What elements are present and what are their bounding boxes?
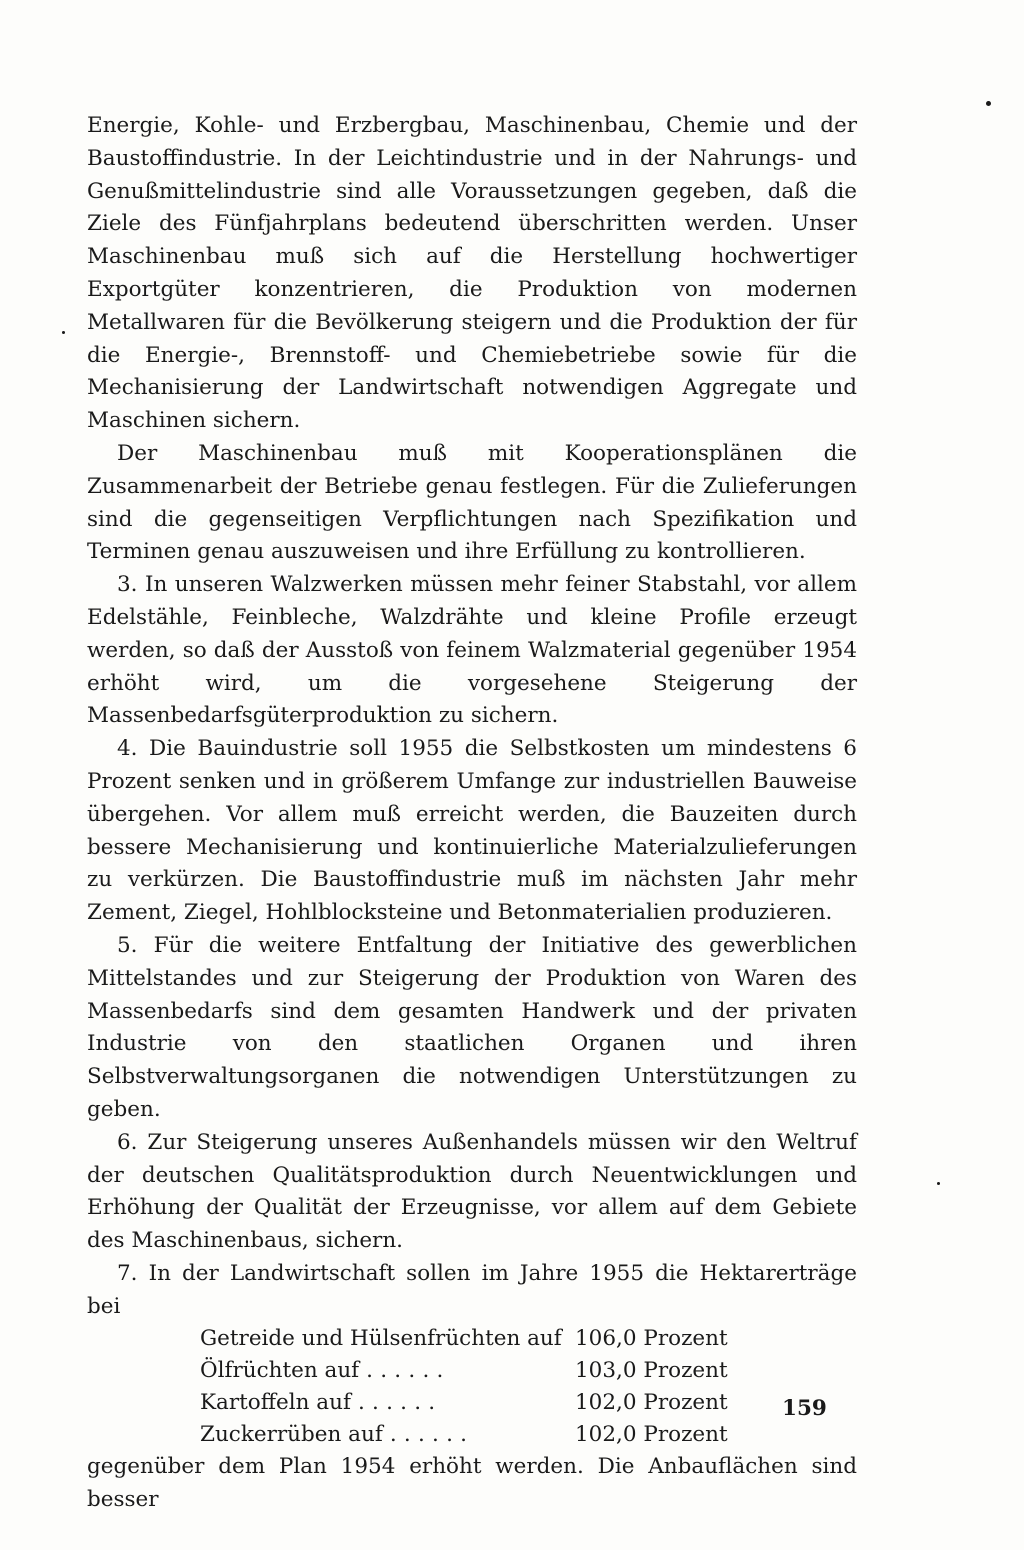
closing-line: gegenüber dem Plan 1954 erhöht werden. Die Anbauflächen sind besser — [87, 1454, 857, 1513]
print-speck — [937, 1182, 940, 1185]
yield-table — [200, 1323, 728, 1451]
dot-leader: . . . . . . — [359, 1358, 444, 1384]
dot-leader: . . . . . . — [350, 1390, 436, 1416]
yield-row — [200, 1355, 728, 1387]
yield-value: 102,0 Prozent — [575, 1422, 728, 1448]
yield-crop: Zuckerrüben auf — [200, 1422, 383, 1448]
yield-crop-cell — [200, 1419, 575, 1451]
body-text — [87, 110, 857, 1517]
print-speck — [62, 331, 65, 334]
paragraph: Der Maschinenbau muß mit Kooperationsplänen die Zusammenarbeit der Betriebe genau festlegen. Für die Zulieferungen sind die gegenseitigen Verpflichtungen nach Spezifikation und Terminen genau auszuweisen und ihre Erfüllung zu kontrollieren. — [87, 440, 857, 565]
paragraph-item-7: 7. In der Landwirtschaft sollen im Jahre 1955 die Hektarerträge bei — [87, 1260, 857, 1319]
yield-row — [200, 1323, 728, 1355]
yield-crop: Ölfrüchten auf — [200, 1358, 360, 1384]
print-speck — [986, 101, 991, 106]
yield-crop-cell — [200, 1387, 575, 1419]
paragraph-item-3: 3. In unseren Walzwerken müssen mehr feiner Stabstahl, vor allem Edelstähle, Feinbleche, Walzdrähte und kleine Profile erzeugt werden, so daß der Ausstoß von feinem Walzmaterial gegenüber 1954 erhöht wird, um die vorgesehene Steigerung der Massenbedarfsgüterproduktion zu sichern. — [87, 572, 857, 729]
yield-value: 106,0 Prozent — [575, 1326, 728, 1352]
yield-row — [200, 1387, 728, 1419]
yield-row — [200, 1419, 728, 1451]
yield-value: 102,0 Prozent — [575, 1390, 728, 1416]
yield-crop: Kartoffeln auf — [200, 1390, 351, 1416]
paragraph: Energie, Kohle- und Erzbergbau, Maschinenbau, Chemie und der Baustoffindustrie. In der Leichtindustrie und in der Nahrungs- und Genußmittelindustrie sind alle Voraussetzungen gegeben, daß die Ziele des Fünfjahrplans bedeutend überschritten werden. Unser Maschinenbau muß sich auf die Herstellung hochwertiger Exportgüter konzentrieren, die Produktion von modernen Metallwaren für die Bevölkerung steigern und die Produktion der für die Energie-, Brennstoff- und Chemiebetriebe sowie für die Mechanisierung der Landwirtschaft notwendigen Aggregate und Maschinen sichern. — [87, 113, 857, 434]
paragraph-item-6: 6. Zur Steigerung unseres Außenhandels müssen wir den Weltruf der deutschen Qualitätsproduktion durch Neuentwicklungen und Erhöhung der Qualität der Erzeugnisse, vor allem auf dem Gebiete des Maschinenbaus, sichern. — [87, 1129, 857, 1254]
yield-crop: Getreide und Hülsenfrüchten auf — [200, 1326, 562, 1352]
dot-leader: . . . . . . — [382, 1422, 468, 1448]
page-number: 159 — [782, 1396, 827, 1421]
paragraph-item-5: 5. Für die weitere Entfaltung der Initiative des gewerblichen Mittelstandes und zur Steigerung der Produktion von Waren des Massenbedarfs sind dem gesamten Handwerk und der privaten Industrie von den staatlichen Organen und ihren Selbstverwaltungsorganen die notwendigen Unterstützungen zu geben. — [87, 932, 857, 1122]
yield-value: 103,0 Prozent — [575, 1358, 728, 1384]
yield-crop-cell — [200, 1355, 575, 1387]
yield-crop-cell — [200, 1323, 575, 1355]
paragraph-item-4: 4. Die Bauindustrie soll 1955 die Selbstkosten um mindestens 6 Prozent senken und in größerem Umfange zur industriellen Bauweise übergehen. Vor allem muß erreicht werden, die Bauzeiten durch bessere Mechanisierung und kontinuierliche Materialzulieferungen zu verkürzen. Die Baustoffindustrie muß im nächsten Jahr mehr Zement, Ziegel, Hohlblocksteine und Betonmaterialien produzieren. — [87, 736, 857, 926]
